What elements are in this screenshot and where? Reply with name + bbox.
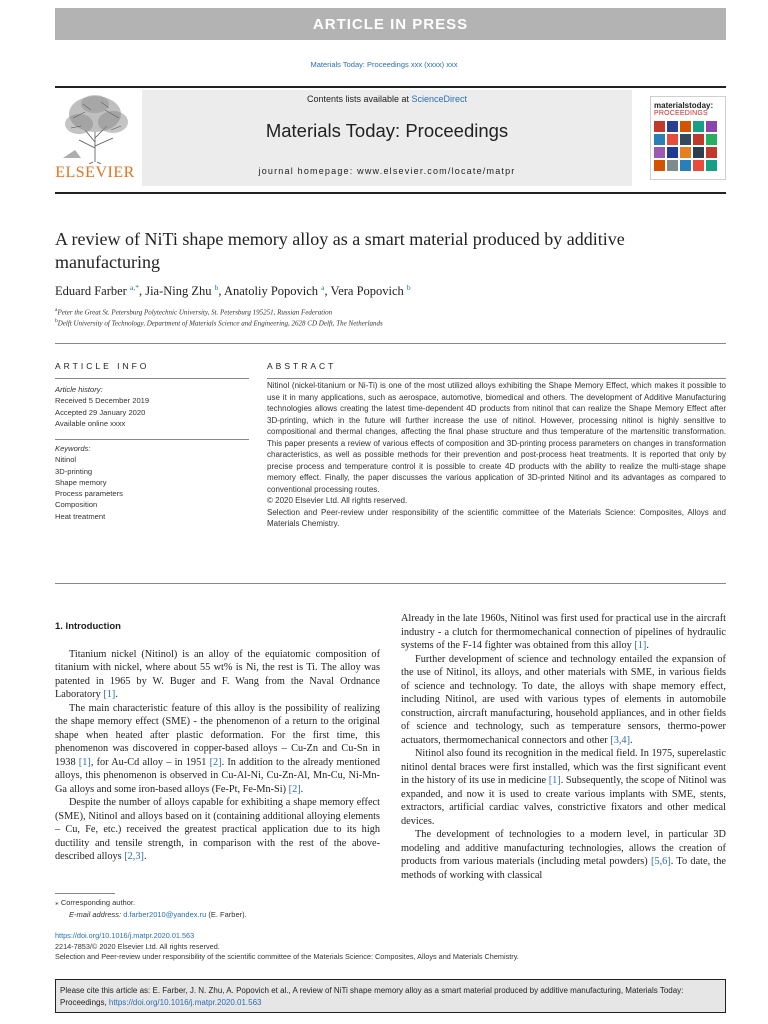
keywords-block bbox=[55, 443, 250, 522]
history-accepted: Accepted 29 January 2020 bbox=[55, 407, 146, 417]
citation-link[interactable]: [1] bbox=[634, 640, 647, 651]
keyword-item: Composition bbox=[55, 500, 98, 510]
article-info-rule bbox=[55, 378, 249, 379]
abstract-copyright: © 2020 Elsevier Ltd. All rights reserved. bbox=[267, 496, 408, 505]
journal-homepage[interactable]: journal homepage: www.elsevier.com/locate/matpr bbox=[258, 166, 516, 176]
doi-link[interactable]: https://doi.org/10.1016/j.matpr.2020.01.563 bbox=[55, 931, 195, 940]
cover-subtitle: PROCEEDINGS bbox=[654, 110, 708, 117]
contents-available-line bbox=[142, 94, 632, 104]
author-affiliation-mark[interactable]: b bbox=[406, 283, 411, 292]
corresponding-author-label: ⁎ Corresponding author. bbox=[55, 898, 136, 907]
section-title-introduction: 1. Introduction bbox=[55, 621, 121, 632]
header-rule-bottom bbox=[55, 192, 726, 194]
paragraph-text: Titanium nickel (Nitinol) is an alloy of the equiatomic composition of titanium with nickel, where about 55 wt% is Ni, the rest is Ti. The alloy was patented in 1965 by W. Buger and F. Wang from the Naval Ordnance Laboratory bbox=[55, 648, 380, 700]
email-line bbox=[55, 909, 385, 921]
keyword-item: Heat treatment bbox=[55, 511, 106, 521]
keywords-rule bbox=[55, 439, 249, 440]
affiliation-text: Delft University of Technology, Department of Materials Science and Engineering, 2628 CD Delft, The Netherlands bbox=[57, 319, 383, 328]
sciencedirect-link[interactable]: ScienceDirect bbox=[411, 94, 468, 104]
corresponding-author-footnote bbox=[55, 897, 385, 920]
article-title: A review of NiTi shape memory alloy as a smart material produced by additive manufacturing bbox=[55, 229, 625, 272]
email-link[interactable]: d.farber2010@yandex.ru bbox=[123, 909, 207, 919]
header-rule-top bbox=[55, 86, 726, 88]
article-history bbox=[55, 384, 250, 429]
author-list bbox=[55, 283, 715, 299]
citation-text: Please cite this article as: E. Farber, J. N. Zhu, A. Popovich et al., A review of NiTi shape memory alloy as a smart material produced by additive manufacturing, Materials Today: Proceedings, bbox=[60, 986, 684, 1007]
paragraph-text: . Subsequently, the scope of Nitinol was expanded, and now it is used to create various implants with SME, stents, extractors, artificial cardiac valves, constrictive fixators and other medical devices. bbox=[401, 775, 726, 827]
paragraph-text: The main characteristic feature of this alloy is the possibility of realizing the shape memory effect (SME) - the phenomenon of a return to the original shape when heated after plastic deformation. For the first time, this phenomenon was discovered in copper-based alloys – Cu-Zn and Cu-Sn in 1938 bbox=[55, 702, 380, 768]
paragraph-text: Further development of science and technology entailed the expansion of the use of Nitinol, its alloys, and other materials with SME, in various fields of science and technology. To date, the alloys with shape memory effect, including Nitinol, are used with various types of elements in automobile construction, aircraft manufacturing, household appliances, and in other fields of science and technology, such as temperature sensors, thermo-power actuators, thermomechanical connectors and other bbox=[401, 653, 726, 746]
abstract-body bbox=[267, 380, 726, 530]
body-paragraph bbox=[55, 702, 380, 797]
peer-review-line: Selection and Peer-review under responsibility of the scientific committee of the Materials Science: Composites, Alloys and Materials Chemistry. bbox=[55, 952, 519, 961]
abstract-heading: ABSTRACT bbox=[267, 361, 337, 371]
keyword-item: Nitinol bbox=[55, 455, 77, 465]
affiliation-b bbox=[55, 318, 715, 327]
keyword-item: Process parameters bbox=[55, 489, 123, 499]
affiliation-mark: b bbox=[55, 318, 58, 324]
body-paragraph bbox=[55, 648, 380, 702]
journal-header-box bbox=[142, 90, 632, 186]
author-name[interactable]: Jia-Ning Zhu bbox=[145, 284, 212, 299]
citation-link[interactable]: [1] bbox=[548, 775, 561, 786]
journal-reference-link[interactable]: Materials Today: Proceedings xxx (xxxx) xxx bbox=[310, 60, 458, 69]
author-affiliation-mark[interactable]: b bbox=[214, 283, 219, 292]
abstract-paragraph: Nitinol (nickel-titanium or Ni-Ti) is one of the most utilized alloys exhibiting the Shape Memory Effect, which makes it possible to use it in many applications, such as aerospace, automotive, biomedical and others. The development of Additive Manufacturing technologies allows creating the latest time-dependent 4D products from nitinol that can realize the Shape Memory Effect after 3D-printing, which in the future will further increase the use of nitinol. However, processing nitinol is highly sensitive to compositional and thermal changes, affecting the final phase structure and thus temperature of the martensitic transformation. This paper presents a review of various effects of composition and 3D-printing process parameters on changes in transformation characteristics, as well as possible methods for their prevention and post-process heat treatments. It is reported that only by precise process and temperature control it is possible to create 4D products with the ability to realize the multi-stage shape memory effect. Finally, the paper discusses the various application of 3D-printed Nitinol and its advantages as compared to conventional processing routes. bbox=[267, 381, 726, 494]
paragraph-text: . bbox=[143, 851, 147, 862]
paragraph-text: , for Au-Cd alloy – in 1951 bbox=[90, 756, 210, 768]
body-paragraph bbox=[401, 653, 726, 748]
body-column-right bbox=[401, 612, 726, 882]
citation-link[interactable]: [3,4] bbox=[610, 734, 631, 746]
body-column-left bbox=[55, 620, 380, 864]
abstract-bottom-rule bbox=[55, 583, 726, 584]
article-in-press-banner: ARTICLE IN PRESS bbox=[55, 8, 726, 40]
issn-line: 2214-7853/© 2020 Elsevier Ltd. All rights reserved. bbox=[55, 941, 220, 951]
citation-link[interactable]: [5,6] bbox=[651, 856, 671, 867]
paragraph-text: Despite the number of alloys capable for exhibiting a shape memory effect (SME), Nitinol and alloys based on it (containing additional alloying elements – Cu, Fe, etc.) received the greatest practical application due to its high ductility and tensile strength, in comparison with the rest of the above-described alloys bbox=[55, 797, 380, 862]
footnote-rule bbox=[55, 893, 115, 894]
citation-link[interactable]: [1] bbox=[103, 689, 116, 700]
paragraph-text: The development of technologies to a modern level, in particular 3D modeling and additive manufacturing technologies, allows the creation of products from various materials (including metal powders) bbox=[401, 829, 726, 867]
paragraph-text: . bbox=[646, 640, 649, 651]
affiliation-text: Peter the Great St. Petersburg Polytechnic University, St. Petersburg 195251, Russian Federation bbox=[57, 308, 333, 317]
author-name[interactable]: Vera Popovich bbox=[330, 284, 404, 299]
journal-cover-thumbnail bbox=[650, 96, 726, 180]
paragraph-text: Already in the late 1960s, Nitinol was first used for practical use in the aircraft industry - a clutch for thermomechanical connection of pipelines of hydraulic systems of the F-14 fighter was obtained from this alloy bbox=[401, 613, 726, 651]
affiliation-a bbox=[55, 307, 715, 316]
body-paragraph bbox=[401, 747, 726, 828]
doi-block bbox=[55, 931, 726, 963]
paragraph-text: Nitinol also found its recognition in the medical field. In 1975, superelastic nitinol dental braces were first installed, which was the first significant event in the history of its use in medicine bbox=[401, 748, 726, 786]
abstract-rule bbox=[267, 378, 726, 379]
author-name[interactable]: Anatoliy Popovich bbox=[223, 284, 319, 299]
paragraph-text: . bbox=[300, 783, 304, 795]
history-received: Received 5 December 2019 bbox=[55, 396, 150, 406]
citation-link[interactable]: [2,3] bbox=[124, 851, 144, 862]
history-online: Available online xxxx bbox=[55, 418, 126, 428]
author-separator: , bbox=[138, 284, 146, 299]
article-info-heading: ARTICLE INFO bbox=[55, 361, 150, 371]
author-affiliation-mark[interactable]: a bbox=[321, 283, 325, 292]
author-name[interactable]: Eduard Farber bbox=[55, 284, 127, 299]
journal-title: Materials Today: Proceedings bbox=[265, 120, 509, 141]
paragraph-text: . bbox=[630, 734, 633, 746]
citation-link[interactable]: [2] bbox=[288, 783, 301, 795]
keywords-label: Keywords: bbox=[55, 444, 91, 453]
contents-prefix: Contents lists available at bbox=[306, 94, 412, 104]
keyword-item: Shape memory bbox=[55, 477, 107, 487]
citation-box bbox=[55, 979, 726, 1013]
cover-title: materialstoday: bbox=[654, 101, 714, 110]
abstract-peer-review: Selection and Peer-review under responsibility of the scientific committee of the Materials Science: Composites, Alloys and Materials Chemistry. bbox=[267, 507, 726, 528]
author-separator: , bbox=[324, 284, 331, 299]
body-paragraph bbox=[401, 612, 726, 653]
affiliation-mark: a bbox=[55, 307, 58, 313]
section-divider bbox=[55, 343, 726, 344]
citation-doi-link[interactable]: https://doi.org/10.1016/j.matpr.2020.01.563 bbox=[108, 998, 262, 1007]
email-label: E-mail address: bbox=[69, 909, 124, 919]
body-paragraph bbox=[55, 796, 380, 864]
email-suffix: (E. Farber). bbox=[206, 909, 247, 919]
publisher-name: ELSEVIER bbox=[55, 164, 135, 181]
cover-image-grid bbox=[654, 121, 724, 173]
paragraph-text: . To date, the methods of working with classical bbox=[401, 856, 727, 881]
citation-link[interactable]: [1] bbox=[78, 756, 91, 768]
paragraph-text: . bbox=[115, 689, 118, 700]
body-paragraph bbox=[401, 828, 726, 882]
history-label: Article history: bbox=[55, 385, 103, 394]
keyword-item: 3D-printing bbox=[55, 466, 93, 476]
citation-link[interactable]: [2] bbox=[209, 756, 222, 768]
paragraph-text: . In addition to the already mentioned alloys, this phenomenon is observed in Cu-Al-Ni, Cu-Zn-Al, Mn-Cu, Ni-Mn-Ga alloys and some iron-based alloys (Fe-Pt, Fe-Mn-Si) bbox=[55, 756, 380, 795]
author-affiliation-mark[interactable]: a,* bbox=[129, 283, 139, 292]
author-separator: , bbox=[218, 284, 224, 299]
